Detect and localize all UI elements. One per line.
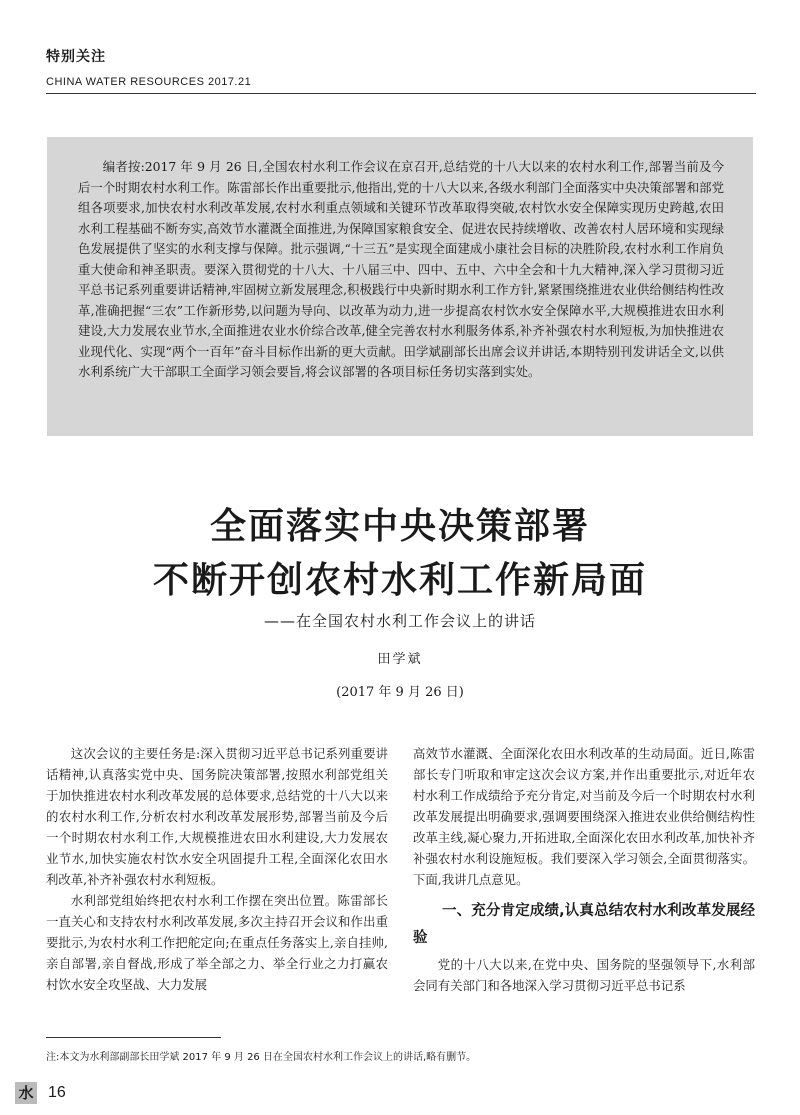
footnote-divider	[46, 1037, 221, 1038]
page-number: 16	[48, 1084, 66, 1101]
body-column-right	[413, 743, 755, 996]
section-heading: 一、充分肯定成绩,认真总结农村水利改革发展经验	[413, 903, 755, 946]
article-author: 田学斌	[377, 652, 423, 667]
footnote: 注:本文为水利部副部长田学斌 2017 年 9 月 26 日在全国农村水利工作会议上的讲话,略有删节。	[46, 1052, 477, 1063]
journal-info: CHINA WATER RESOURCES 2017.21	[46, 76, 252, 88]
body-paragraph: 高效节水灌溉、全面深化农田水利改革的生动局面。近日,陈雷部长专门听取和审定这次会议方案,并作出重要批示,对近年农村水利工作成绩给予充分肯定,对当前及今后一个时期农村水利改革发展提出明确要求,强调要围绕深入推进农业供给侧结构性改革主线,凝心聚力,开拓进取,全面深化农田水利改革,加快补齐补强农村水利设施短板。我们要深入学习领会,全面贯彻落实。下面,我讲几点意见。	[413, 746, 755, 887]
editor-note-text: 编者按:2017 年 9 月 26 日,全国农村水利工作会议在京召开,总结党的十八大以来的农村水利工作,部署当前及今后一个时期农村水利工作。陈雷部长作出重要批示,他指出,党的十八大以来,各级水利部门全面落实中央决策部署和部党组各项要求,加快农村水利改革发展,农村水利重点领域和关键环节改革取得突破,农村饮水安全保障实现历史跨越,农田水利工程基础不断夯实,高效节水灌溉全面推进,为保障国家粮食安全、促进农民持续增收、改善农村人居环境和实现绿色发展提供了坚实的水利支撑与保障。批示强调,“十三五”是实现全面建成小康社会目标的决胜阶段,农村水利工作肩负重大使命和神圣职责。要深入贯彻党的十八大、十八届三中、四中、五中、六中全会和十九大精神,深入学习贯彻习近平总书记系列重要讲话精神,牢固树立新发展理念,积极践行中央新时期水利工作方针,紧紧围绕推进农业供给侧结构性改革,准确把握“三农”工作新形势,以问题为导向、以改革为动力,进一步提高农村饮水安全保障水平,大规模推进农田水利建设,大力发展农业节水,全面推进农业水价综合改革,健全完善农村水利服务体系,补齐补强农村水利短板,为加快推进农业现代化、实现“两个一百年”奋斗目标作出新的更大贡献。田学斌副部长出席会议并讲话,本期特别刊发讲话全文,以供水利系统广大干部职工全面学习领会要旨,将会议部署的各项目标任务切实落到实处。	[78, 159, 724, 379]
body-paragraph: 党的十八大以来,在党中央、国务院的坚强领导下,水利部会同有关部门和各地深入学习贯彻习近平总书记系	[413, 957, 755, 993]
journal-badge: 水	[15, 1082, 37, 1104]
body-paragraph: 这次会议的主要任务是:深入贯彻习近平总书记系列重要讲话精神,认真落实党中央、国务院决策部署,按照水利部党组关于加快推进农村水利改革发展的总体要求,总结党的十八大以来的农村水利工作,分析农村水利改革发展形势,部署当前及今后一个时期农村水利工作,大规模推进农田水利建设,大力发展农业节水,加快实施农村饮水安全巩固提升工程,全面深化农田水利改革,补齐补强农村水利短板。	[46, 746, 388, 887]
article-date: (2017 年 9 月 26 日)	[336, 685, 464, 700]
article-subtitle: ——在全国农村水利工作会议上的讲话	[263, 612, 536, 630]
body-column-left	[46, 743, 388, 995]
article-title-line-1: 全面落实中央决策部署	[209, 506, 590, 547]
section-label: 特别关注	[46, 49, 106, 65]
body-paragraph: 水利部党组始终把农村水利工作摆在突出位置。陈雷部长一直关心和支持农村水利改革发展,多次主持召开会议和作出重要批示,为农村水利工作把舵定向;在重点任务落实上,亲自挂帅,亲自部署,亲自督战,形成了举全部之力、举全行业之力打赢农村饮水安全攻坚战、大力发展	[46, 893, 388, 992]
article-title-line-2: 不断开创农村水利工作新局面	[152, 560, 647, 601]
header-divider	[46, 93, 756, 94]
